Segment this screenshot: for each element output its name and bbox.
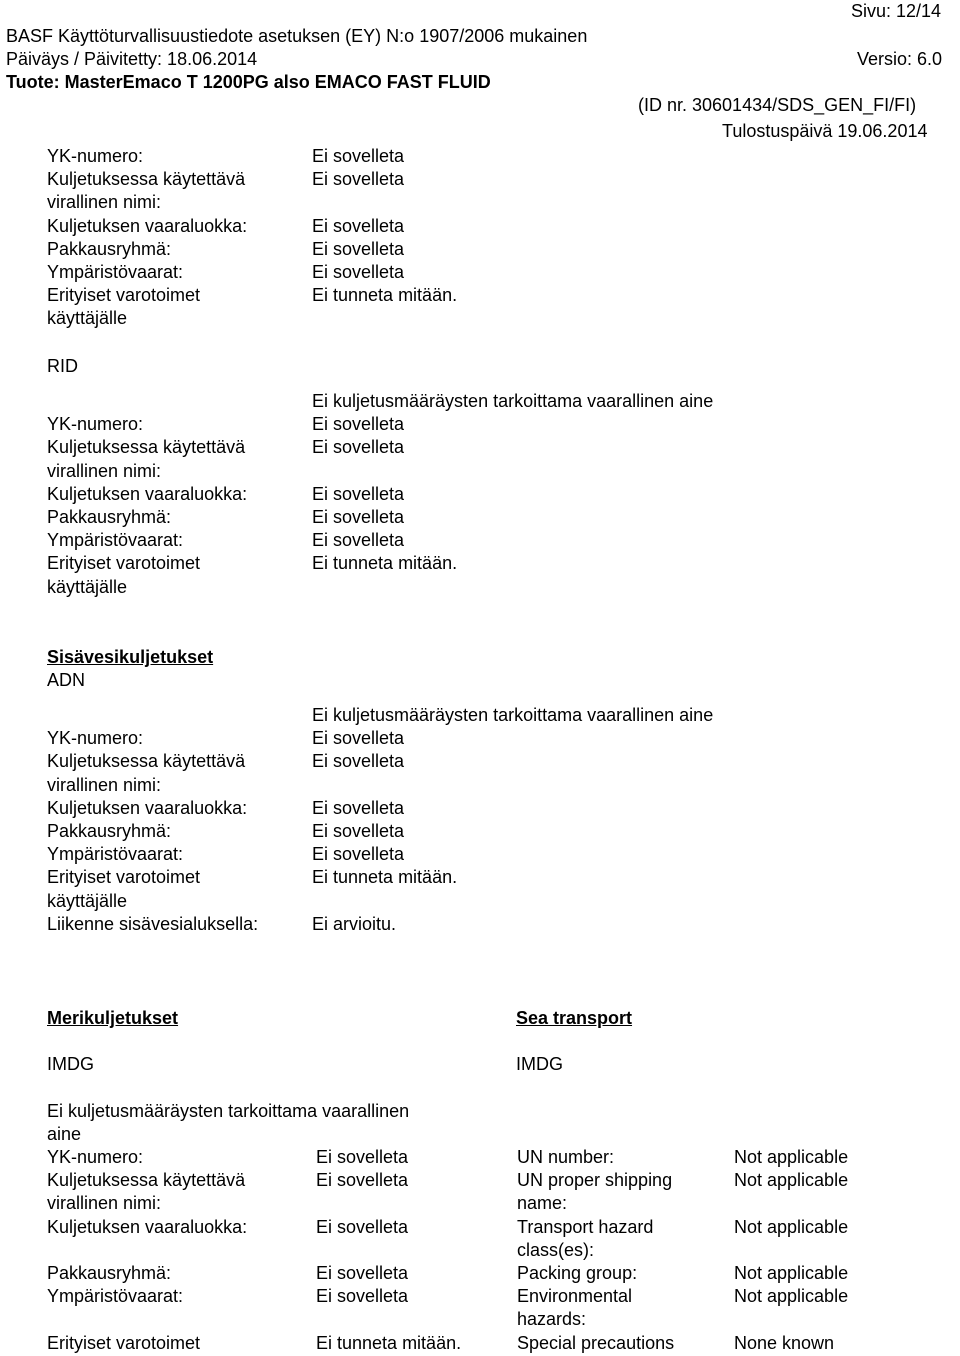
top-transport-table bbox=[47, 145, 457, 331]
value-shipping-name: Ei sovelleta bbox=[312, 437, 405, 458]
en-value-un-number: Not applicable bbox=[734, 1147, 849, 1167]
label-un-number: YK-numero: bbox=[47, 1147, 144, 1167]
en-label-hazard-class-cont: class(es): bbox=[517, 1239, 595, 1260]
label-shipping-name: Kuljetuksessa käytettävä bbox=[47, 437, 246, 458]
imdg-title-en: IMDG bbox=[516, 1054, 563, 1074]
imdg-table bbox=[47, 1146, 848, 1355]
en-label-un-number: UN number: bbox=[517, 1147, 615, 1167]
adn-table bbox=[47, 704, 713, 936]
en-value-env-hazards: Not applicable bbox=[734, 1286, 849, 1307]
value-un-number: Ei sovelleta bbox=[316, 1147, 409, 1167]
label-un-number: YK-numero: bbox=[47, 728, 144, 749]
label-special-precautions-cont: käyttäjälle bbox=[47, 576, 128, 597]
value-hazard-class: Ei sovelleta bbox=[312, 797, 405, 818]
rid-not-dangerous: Ei kuljetusmääräysten tarkoittama vaarallinen aine bbox=[312, 391, 714, 411]
product-name: Tuote: MasterEmaco T 1200PG also EMACO FAST FLUID bbox=[6, 72, 491, 92]
imdg-not-dangerous-line1: Ei kuljetusmääräysten tarkoittama vaarallinen bbox=[47, 1101, 410, 1121]
value-un-number: Ei sovelleta bbox=[312, 728, 405, 749]
value-env-hazards: Ei sovelleta bbox=[316, 1286, 409, 1307]
value-shipping-name: Ei sovelleta bbox=[312, 169, 405, 190]
en-label-special-precautions: Special precautions bbox=[517, 1332, 675, 1353]
value-shipping-name: Ei sovelleta bbox=[316, 1170, 409, 1191]
value-env-hazards: Ei sovelleta bbox=[312, 530, 405, 551]
en-label-env-hazards-cont: hazards: bbox=[517, 1309, 587, 1330]
label-packing-group: Pakkausryhmä: bbox=[47, 506, 172, 527]
value-packing-group: Ei sovelleta bbox=[312, 506, 405, 527]
label-special-precautions: Erityiset varotoimet bbox=[47, 553, 201, 574]
label-special-precautions: Erityiset varotoimet bbox=[47, 867, 201, 888]
en-label-packing-group: Packing group: bbox=[517, 1262, 638, 1283]
adn-title: ADN bbox=[47, 670, 86, 690]
imdg-title-fi: IMDG bbox=[47, 1054, 94, 1074]
en-label-shipping-name: UN proper shipping bbox=[517, 1170, 673, 1191]
value-packing-group: Ei sovelleta bbox=[312, 238, 405, 259]
value-hazard-class: Ei sovelleta bbox=[316, 1216, 409, 1237]
en-label-env-hazards: Environmental bbox=[517, 1286, 633, 1307]
label-packing-group: Pakkausryhmä: bbox=[47, 238, 172, 259]
label-un-number: YK-numero: bbox=[47, 414, 144, 435]
label-inland-vessel: Liikenne sisävesialuksella: bbox=[47, 913, 259, 934]
label-hazard-class: Kuljetuksen vaaraluokka: bbox=[47, 215, 248, 236]
revision-date: Päiväys / Päivitetty: 18.06.2014 bbox=[6, 49, 258, 69]
en-value-packing-group: Not applicable bbox=[734, 1262, 849, 1283]
value-packing-group: Ei sovelleta bbox=[312, 820, 405, 841]
en-label-hazard-class: Transport hazard bbox=[517, 1216, 654, 1237]
en-value-special-precautions: None known bbox=[734, 1332, 835, 1353]
label-shipping-name-cont: virallinen nimi: bbox=[47, 460, 162, 481]
value-packing-group: Ei sovelleta bbox=[316, 1262, 409, 1283]
label-un-number: YK-numero: bbox=[47, 146, 144, 166]
value-special-precautions: Ei tunneta mitään. bbox=[312, 285, 458, 306]
en-label-shipping-name-cont: name: bbox=[517, 1193, 568, 1214]
label-special-precautions-cont: käyttäjälle bbox=[47, 890, 128, 911]
label-shipping-name-cont: virallinen nimi: bbox=[47, 192, 162, 213]
rid-table bbox=[47, 390, 713, 599]
label-env-hazards: Ympäristövaarat: bbox=[47, 844, 184, 865]
label-hazard-class: Kuljetuksen vaaraluokka: bbox=[47, 1216, 248, 1237]
print-date: Tulostuspäivä 19.06.2014 bbox=[722, 121, 928, 141]
value-env-hazards: Ei sovelleta bbox=[312, 261, 405, 282]
label-shipping-name-cont: virallinen nimi: bbox=[47, 774, 162, 795]
label-special-precautions: Erityiset varotoimet bbox=[47, 285, 201, 306]
value-special-precautions: Ei tunneta mitään. bbox=[312, 867, 458, 888]
label-special-precautions: Erityiset varotoimet bbox=[47, 1332, 201, 1353]
value-env-hazards: Ei sovelleta bbox=[312, 844, 405, 865]
inland-title: Sisävesikuljetukset bbox=[47, 647, 214, 667]
label-env-hazards: Ympäristövaarat: bbox=[47, 530, 184, 551]
sea-title-fi: Merikuljetukset bbox=[47, 1008, 179, 1028]
value-special-precautions: Ei tunneta mitään. bbox=[312, 553, 458, 574]
en-value-shipping-name: Not applicable bbox=[734, 1170, 849, 1191]
value-hazard-class: Ei sovelleta bbox=[312, 215, 405, 236]
value-special-precautions: Ei tunneta mitään. bbox=[316, 1332, 462, 1353]
label-env-hazards: Ympäristövaarat: bbox=[47, 261, 184, 282]
value-inland-vessel: Ei arvioitu. bbox=[312, 913, 397, 934]
rid-title: RID bbox=[47, 356, 78, 376]
adn-not-dangerous: Ei kuljetusmääräysten tarkoittama vaarallinen aine bbox=[312, 705, 714, 725]
label-packing-group: Pakkausryhmä: bbox=[47, 1262, 172, 1283]
value-un-number: Ei sovelleta bbox=[312, 146, 405, 166]
label-shipping-name: Kuljetuksessa käytettävä bbox=[47, 751, 246, 772]
label-hazard-class: Kuljetuksen vaaraluokka: bbox=[47, 797, 248, 818]
version: Versio: 6.0 bbox=[857, 49, 943, 69]
label-shipping-name: Kuljetuksessa käytettävä bbox=[47, 1170, 246, 1191]
label-shipping-name-cont: virallinen nimi: bbox=[47, 1193, 162, 1214]
page-number: Sivu: 12/14 bbox=[851, 1, 942, 21]
label-special-precautions-cont: käyttäjälle bbox=[47, 308, 128, 329]
value-un-number: Ei sovelleta bbox=[312, 414, 405, 435]
sea-title-en: Sea transport bbox=[516, 1008, 633, 1028]
document-id: (ID nr. 30601434/SDS_GEN_FI/FI) bbox=[638, 95, 917, 115]
document-title: BASF Käyttöturvallisuustiedote asetuksen (EY) N:o 1907/2006 mukainen bbox=[6, 26, 588, 46]
en-value-hazard-class: Not applicable bbox=[734, 1216, 849, 1237]
label-shipping-name: Kuljetuksessa käytettävä bbox=[47, 169, 246, 190]
value-hazard-class: Ei sovelleta bbox=[312, 483, 405, 504]
imdg-not-dangerous-line2: aine bbox=[47, 1124, 82, 1144]
value-shipping-name: Ei sovelleta bbox=[312, 751, 405, 772]
label-hazard-class: Kuljetuksen vaaraluokka: bbox=[47, 483, 248, 504]
label-packing-group: Pakkausryhmä: bbox=[47, 820, 172, 841]
label-env-hazards: Ympäristövaarat: bbox=[47, 1286, 184, 1307]
